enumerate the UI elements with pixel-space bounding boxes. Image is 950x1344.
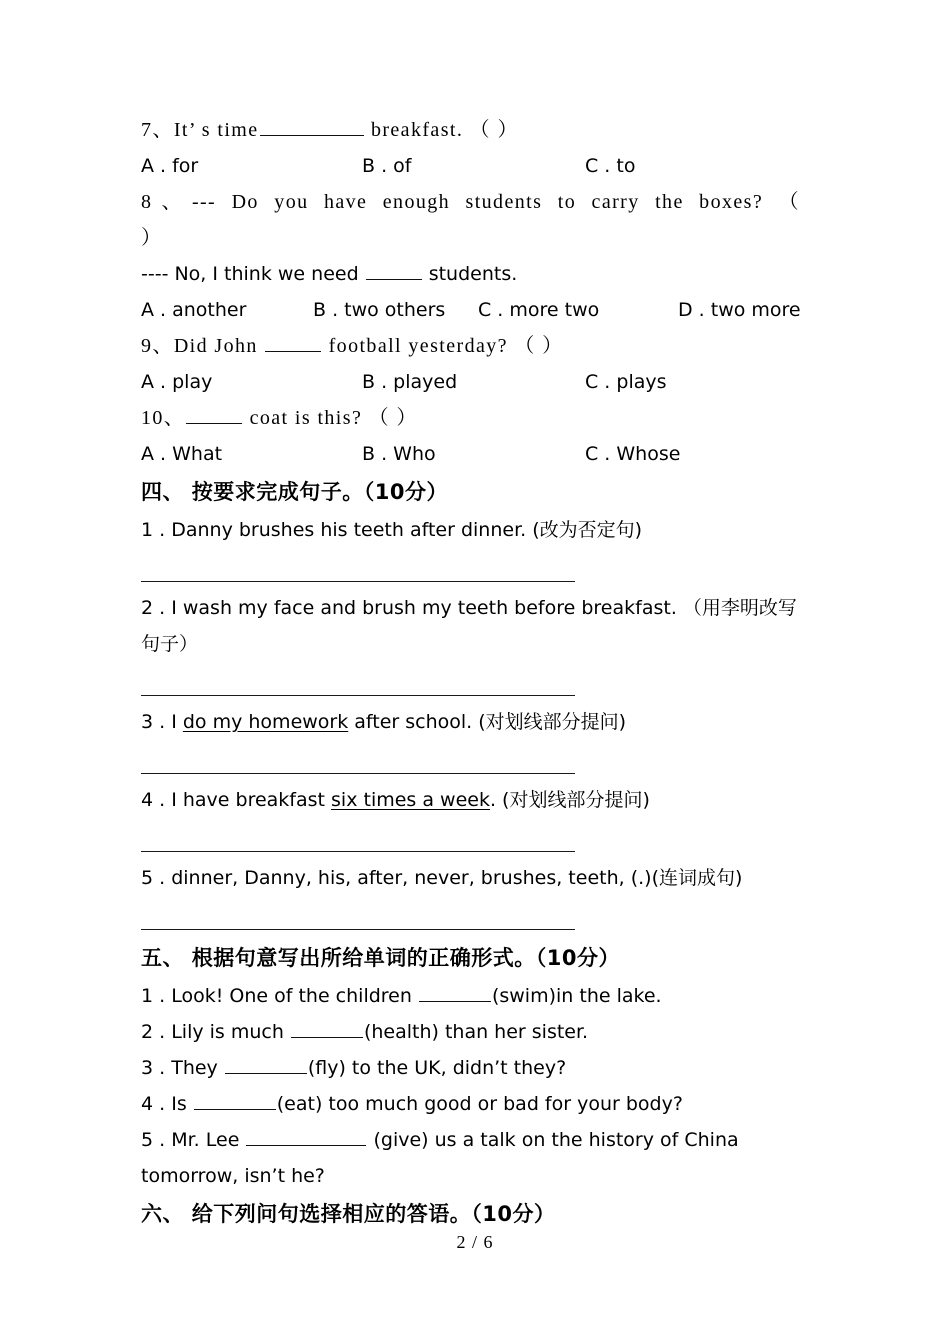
section-four-heading: 四、 按要求完成句子。（10分）	[141, 480, 449, 504]
section-four-item-3-pre: I	[171, 711, 183, 733]
question-7-blank[interactable]	[260, 117, 364, 136]
page-content	[141, 112, 800, 1234]
section-five-item-3-blank[interactable]	[225, 1056, 307, 1074]
question-8-reply	[141, 256, 800, 292]
question-10-options	[141, 436, 800, 472]
section-five-item-2-number: 2 .	[141, 1021, 172, 1043]
section-four-item-4-pre: I have breakfast	[171, 789, 332, 811]
section-five-item-1-post: (swim)in the lake.	[491, 985, 662, 1007]
section-five-item-4-blank[interactable]	[194, 1092, 276, 1110]
section-four-item-3	[141, 704, 800, 740]
section-five-item-4	[141, 1086, 800, 1122]
section-five-item-2-post: (health) than her sister.	[363, 1021, 589, 1043]
section-five-item-1-blank[interactable]	[419, 984, 491, 1002]
section-five-item-5-pre: Mr. Lee	[171, 1129, 246, 1151]
section-five-item-3-number: 3 .	[141, 1057, 172, 1079]
question-10-option-a[interactable]: A . What	[141, 443, 223, 465]
section-five-item-5-post: (give) us a talk on the history of China tomorrow, isn’t he?	[141, 1129, 739, 1187]
section-four-item-3-underlined: do my homework	[182, 711, 349, 733]
question-10-stem	[141, 400, 800, 436]
question-10-text-after: coat is this? （ ）	[243, 407, 418, 429]
question-9-option-c[interactable]: C . plays	[585, 371, 667, 393]
section-four-item-4-post: . (对划线部分提问)	[489, 789, 650, 811]
question-8-reply-pre: ---- No, I think we need	[141, 263, 365, 285]
section-four-item-2-text: I wash my face and brush my teeth before breakfast. （用李明改写句子）	[141, 597, 797, 655]
section-five-item-4-number: 4 .	[141, 1093, 172, 1115]
section-four-item-5-number: 5 .	[141, 867, 172, 889]
question-8-option-a[interactable]: A . another	[141, 299, 247, 321]
section-four-item-1-text: Danny brushes his teeth after dinner. (改为否定句)	[171, 519, 643, 541]
section-five-item-2-blank[interactable]	[291, 1020, 363, 1038]
section-five-item-1-number: 1 .	[141, 985, 172, 1007]
question-10-number: 10、	[141, 407, 186, 429]
question-9-number: 9、	[141, 335, 174, 357]
section-four-item-1	[141, 512, 800, 548]
question-9-stem	[141, 328, 800, 364]
section-five-item-3-pre: They	[171, 1057, 224, 1079]
question-8-reply-tail: students.	[422, 263, 518, 285]
question-7-option-c[interactable]: C . to	[585, 155, 636, 177]
question-7-options	[141, 148, 800, 184]
answer-rule-4-3[interactable]	[141, 746, 800, 782]
section-five-item-3-post: (fly) to the UK, didn’t they?	[307, 1057, 567, 1079]
section-five-item-4-post: (eat) too much good or bad for your body?	[276, 1093, 683, 1115]
question-8-option-b[interactable]: B . two others	[313, 299, 446, 321]
question-8-stem-tail: ）	[141, 227, 163, 249]
question-9-text-before: Did John	[173, 335, 265, 357]
question-10-option-c[interactable]: C . Whose	[585, 443, 681, 465]
question-8-stem	[141, 184, 800, 220]
question-10-option-b[interactable]: B . Who	[362, 443, 436, 465]
question-7-text-after: breakfast. （ ）	[364, 119, 519, 141]
answer-rule-4-2[interactable]	[141, 668, 800, 704]
section-five-heading: 五、 根据句意写出所给单词的正确形式。（10分）	[141, 946, 621, 970]
answer-rule-4-4[interactable]	[141, 824, 800, 860]
question-7-text-before: It’ s time	[173, 119, 259, 141]
section-five-item-1-pre: Look! One of the children	[171, 985, 418, 1007]
section-four-item-2	[141, 590, 800, 662]
question-9-text-after: football yesterday? （ ）	[322, 335, 564, 357]
question-9-options	[141, 364, 800, 400]
section-five-item-4-pre: Is	[171, 1093, 193, 1115]
question-9-option-b[interactable]: B . played	[362, 371, 458, 393]
answer-rule-4-5[interactable]	[141, 902, 800, 938]
question-7-option-b[interactable]: B . of	[362, 155, 412, 177]
section-four-item-3-post: after school. (对划线部分提问)	[348, 711, 627, 733]
question-7-stem	[141, 112, 800, 148]
question-7-option-a[interactable]: A . for	[141, 155, 199, 177]
section-four-item-4-number: 4 .	[141, 789, 172, 811]
section-five-item-5-blank[interactable]	[246, 1128, 366, 1146]
question-8-option-d[interactable]: D . two more	[678, 299, 801, 321]
section-six-heading: 六、 给下列问句选择相应的答语。（10分）	[141, 1202, 556, 1226]
section-four-item-3-number: 3 .	[141, 711, 172, 733]
section-four-item-5-text: dinner, Danny, his, after, never, brushes, teeth, (.)(连词成句)	[171, 867, 743, 889]
question-8-options	[141, 292, 800, 328]
question-7-number: 7、	[141, 119, 174, 141]
question-8-stem-text: --- Do you have enough students to carry the boxes? （	[191, 191, 800, 213]
section-five-item-5	[141, 1122, 800, 1194]
section-five-item-3	[141, 1050, 800, 1086]
section-five-item-5-number: 5 .	[141, 1129, 172, 1151]
section-five-item-1	[141, 978, 800, 1014]
page-number: 2 / 6	[456, 1232, 494, 1252]
section-five-item-2	[141, 1014, 800, 1050]
question-8-blank[interactable]	[366, 262, 422, 280]
section-five-item-2-pre: Lily is much	[171, 1021, 290, 1043]
question-9-blank[interactable]	[265, 333, 321, 352]
question-10-blank[interactable]	[186, 405, 242, 424]
section-four-item-2-number: 2 .	[141, 597, 172, 619]
section-four-item-4	[141, 782, 800, 818]
question-8-option-c[interactable]: C . more two	[478, 299, 600, 321]
section-four-item-5	[141, 860, 800, 896]
section-four-item-1-number: 1 .	[141, 519, 172, 541]
question-8-number: 8、	[141, 191, 192, 213]
question-9-option-a[interactable]: A . play	[141, 371, 213, 393]
section-four-item-4-underlined: six times a week	[331, 789, 490, 811]
answer-rule-4-1[interactable]	[141, 554, 800, 590]
